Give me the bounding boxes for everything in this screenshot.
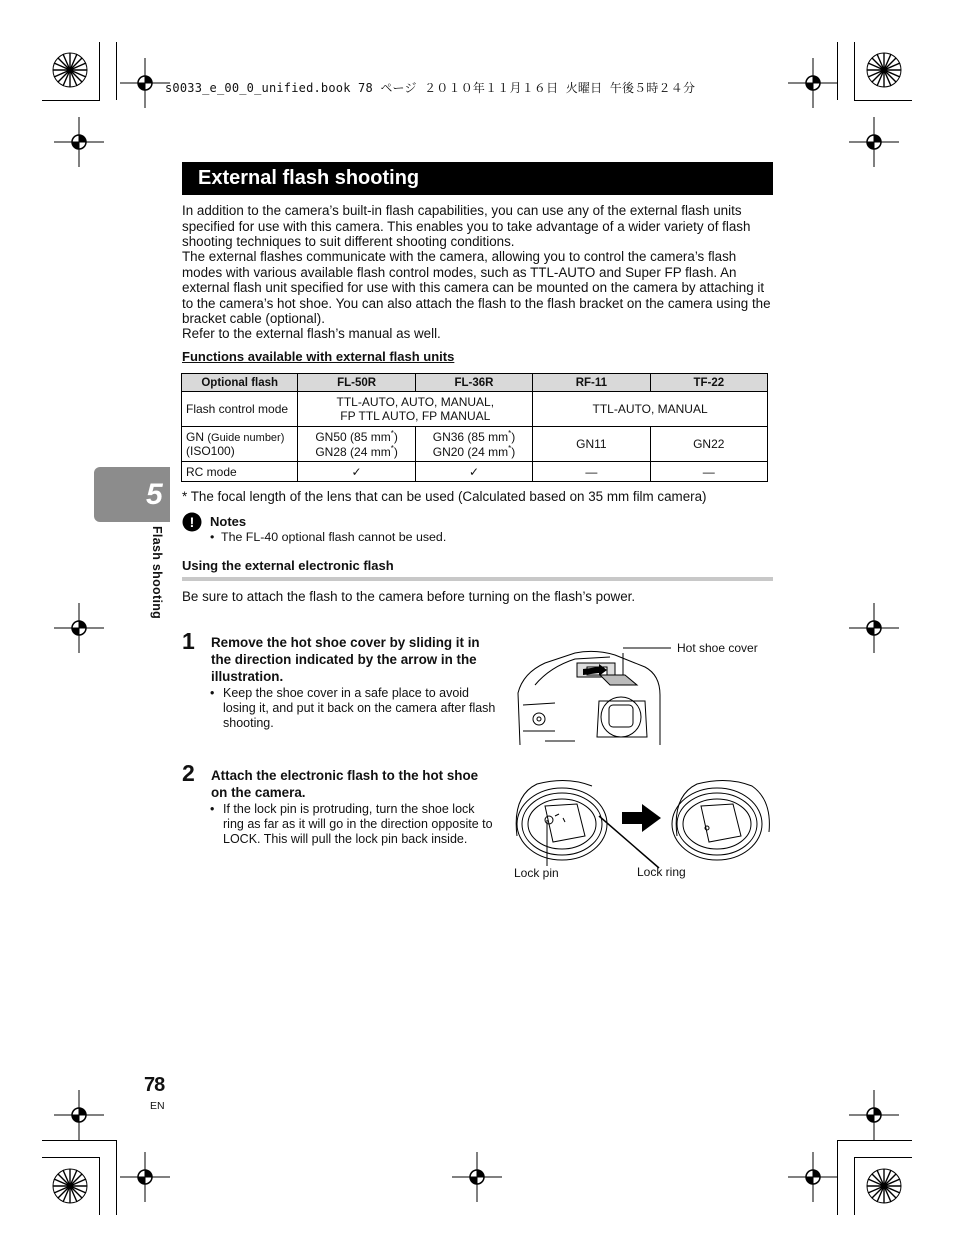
gn-value: GN20 (24 mm [432,445,509,459]
functions-heading: Functions available with external flash units [182,349,455,364]
table-cell-line: FP TTL AUTO, FP MANUAL [340,409,491,423]
registration-crosshair-icon [118,1150,172,1204]
table-cell: GN11 [533,427,650,462]
notes-item [210,530,446,544]
table-cell: — [533,462,650,482]
footnote-marker: * [390,444,394,453]
table-header-cell: FL-36R [415,374,532,392]
using-heading: Using the external electronic flash [182,558,394,573]
table-cell: GN22 [650,427,767,462]
registration-starburst-icon [866,52,902,88]
guide-number-label: (Guide number) [207,432,285,444]
registration-starburst-icon [52,1168,88,1204]
intro-paragraph-1: In addition to the camera’s built-in flash capabilities, you can use any of the external flash units specified for use with this camera. This enables you to take advantage of a wider variety of flash shooting techniques to suit different shooting conditions. [182,203,751,249]
footnote-marker: * [390,429,394,438]
table-footnote: * The focal length of the lens that can be used (Calculated based on 35 mm film camera) [182,489,707,504]
registration-crosshair-icon [118,56,172,110]
footnote-marker: * [508,429,512,438]
attach-note: Be sure to attach the flash to the camera before turning on the flash’s power. [182,589,636,604]
lock-ring-label: Lock ring [637,865,686,879]
flash-functions-table [181,373,768,482]
registration-crosshair-icon [847,601,901,655]
table-cell [298,427,415,462]
bullet: • [210,686,215,700]
table-cell [415,427,532,462]
checkmark-cell: ✓ [298,462,415,482]
table-header-cell: RF-11 [533,374,650,392]
table-cell: — [650,462,767,482]
page-number: 78 [144,1074,165,1096]
hot-shoe-cover-label: Hot shoe cover [677,641,758,655]
lock-pin-label: Lock pin [514,866,559,880]
registration-crosshair-icon [847,115,901,169]
gn-label: GN [186,430,204,444]
lock-ring-illustration [507,776,775,871]
step-text: Remove the hot shoe cover by sliding it in the direction indicated by the arrow in the illustration. [211,635,480,684]
gn-value: GN28 (24 mm [315,445,391,459]
table-cell-line: TTL-AUTO, AUTO, MANUAL, [336,395,495,409]
notes-alert-icon [182,512,202,532]
footnote-marker: * [508,444,512,453]
gn-value-close: ) [393,445,398,459]
table-row-label: RC mode [182,462,298,482]
table-header-cell: Optional flash [182,374,298,392]
registration-crosshair-icon [786,1150,840,1204]
table-header-cell: FL-50R [298,374,415,392]
registration-crosshair-icon [52,601,106,655]
chapter-number: 5 [146,478,163,511]
registration-crosshair-icon [52,115,106,169]
gn-value: GN36 (85 mm [432,430,509,444]
registration-starburst-icon [52,52,88,88]
step-text: Attach the electronic flash to the hot shoe on the camera. [211,768,479,800]
table-row-label: Flash control mode [182,392,298,427]
print-info-header: s0033_e_00_0_unified.book 78 ページ ２０１０年１１月１６日 火曜日 午後５時２４分 [165,81,696,95]
table-row [182,427,768,462]
bullet: • [210,530,215,544]
intro-paragraph-2: The external flashes communicate with the camera, allowing you to control the camera’s flash modes with various available flash control modes, such as TTL-AUTO and Super FP flash. An external flash unit specified for use with this camera can be mounted on the camera by attaching it to the camera’s hot shoe. You can also attach the flash to the flash bracket on the camera using the bracket cable (optional). [182,249,771,326]
table-header-row [182,374,768,392]
page-language: EN [150,1100,165,1112]
section-title-bar [182,162,773,195]
step-number: 1 [182,628,195,654]
table-row-label [182,427,298,462]
notes-title: Notes [210,514,247,529]
divider [182,577,773,581]
gn-value-close: ) [511,430,516,444]
bullet: • [210,802,215,816]
step-bullet [210,686,503,732]
table-row [182,462,768,482]
camera-hot-shoe-illustration [515,645,675,747]
notes-item-text: The FL-40 optional flash cannot be used. [221,530,447,544]
notes-icon-glyph: ! [189,514,195,530]
registration-crosshair-icon [847,1088,901,1142]
iso-label: (ISO100) [186,444,235,458]
registration-crosshair-icon [52,1088,106,1142]
table-row [182,392,768,427]
step-bullet [210,802,495,848]
table-cell: TTL-AUTO, MANUAL [533,392,768,427]
chapter-side-label: Flash shooting [150,526,164,620]
gn-value-close: ) [393,430,398,444]
step-bullet-text: If the lock pin is protruding, turn the shoe lock ring as far as it will go in the direction opposite to LOCK. This will pull the lock pin back inside. [223,802,493,847]
step-bullet-text: Keep the shoe cover in a safe place to avoid losing it, and put it back on the camera after flash shooting. [223,686,496,731]
registration-starburst-icon [866,1168,902,1204]
intro-paragraph-3: Refer to the external flash’s manual as well. [182,326,441,341]
table-cell [298,392,533,427]
step-number: 2 [182,760,195,786]
registration-crosshair-icon [450,1150,504,1204]
gn-value-close: ) [511,445,516,459]
gn-value: GN50 (85 mm [315,430,391,444]
checkmark-cell: ✓ [415,462,532,482]
registration-crosshair-icon [786,56,840,110]
section-title: External flash shooting [198,167,420,189]
table-header-cell: TF-22 [650,374,767,392]
